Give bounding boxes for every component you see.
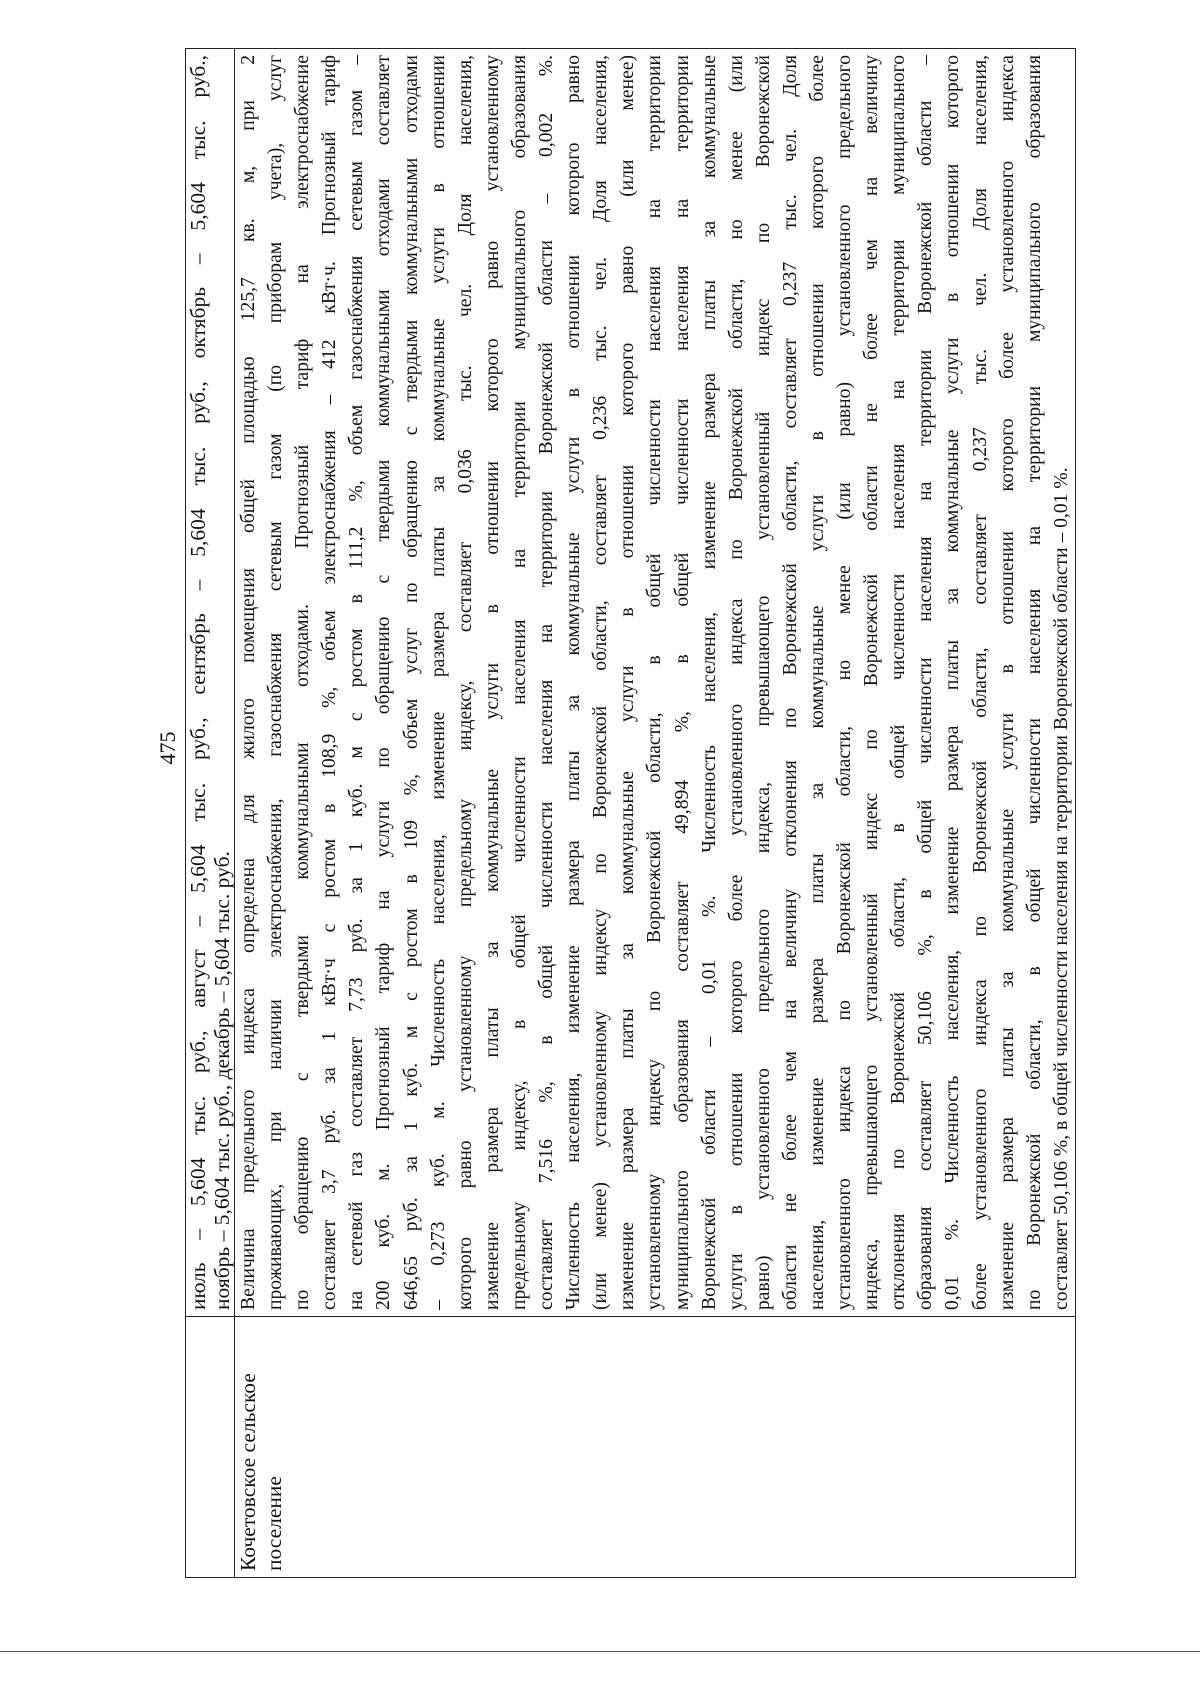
table-row-continuation [186,49,235,1578]
scan-edge-line [0,1651,1200,1652]
text-line: по обращению с твердыми коммунальными отходами. Прогнозный тариф на электроснабжение [292,55,314,1310]
text-line: июль – 5,604 тыс. руб., август – 5,604 тыс. руб., сентябрь – 5,604 тыс. руб., октябрь – 5,604 тыс. руб., [186,55,210,1310]
text-line: – 0,273 куб. м. Численность населения, изменение размера платы за коммунальные услуги в отношении [427,55,449,1310]
text-line: предельному индексу, в общей численности населения на территории муниципального образования [508,55,530,1310]
text-line: составляет 50,106 %, в общей численности населения на территории Воронежской области – 0,01 %. [1050,467,1072,1310]
text-line: области не более чем на величину отклонения по Воронежской области, составляет 0,237 тыс. чел. Доля [779,55,801,1310]
text-line: ноябрь – 5,604 тыс. руб., декабрь – 5,604 тыс. руб. [210,851,234,1310]
text-line: (или менее) установленному индексу по Воронежской области, составляет 0,236 тыс. чел. Доля населения, [590,55,612,1310]
text-line: по Воронежской области, в общей численности населения на территории муниципального образования [1023,55,1045,1310]
text-line: изменение размера платы за коммунальные услуги в отношении которого более установленного индекса [996,55,1018,1310]
text-line: составляет 3,7 руб. за 1 кВт·ч с ростом в 108,9 %, объем электроснабжения – 412 кВт·ч. Прогнозный тариф [319,55,341,1310]
text-line: Воронежской области – 0,01 %. Численность населения, изменение размера платы за коммунальные [698,55,720,1310]
rotated-page [135,0,1095,1578]
text-line: проживающих, при наличии электроснабжения, газоснабжения сетевым газом (по приборам учета), услуг [265,55,287,1310]
text-line: образования составляет 50,106 %, в общей численности населения на территории Воронежской области – [915,55,937,1310]
text-line: более установленного индекса по Воронежской области, составляет 0,237 тыс. чел. Доля населения, [969,55,991,1310]
text-line: 0,01 %. Численность населения, изменение размера платы за коммунальные услуги в отношении которого [942,55,964,1310]
empty-settlement-cell [186,1317,235,1578]
text-line: на сетевой газ составляет 7,73 руб. за 1 куб. м с ростом в 111,2 %, объем газоснабжения сетевым газом – [346,55,368,1310]
continuation-cell [186,49,235,1317]
text-line: которого равно установленному предельному индексу, составляет 0,036 тыс. чел. Доля населения, [454,55,476,1310]
settlement-name: Кочетовское сельское поселение [235,1317,1076,1578]
text-line: Величина предельного индекса определена для жилого помещения общей площадью 125,7 кв. м, при 2 [238,55,259,1310]
text-line: населения, изменение размера платы за коммунальные услуги в отношении которого более [806,55,828,1310]
text-line: 200 куб. м. Прогнозный тариф на услуги по обращению с твердыми коммунальными отходами составляет [373,55,395,1310]
text-line: составляет 7,516 %, в общей численности населения на территории Воронежской области – 0,002 %. [536,55,558,1310]
text-line: равно) установленного предельного индекса, превышающего установленный индекс по Воронежской [752,55,774,1310]
text-line: 646,65 руб. за 1 куб. м с ростом в 109 %, объем услуг по обращению с твердыми коммунальными отходами [400,55,422,1310]
text-line: установленному индексу по Воронежской области, в общей численности населения на территории [644,55,666,1310]
text-line: изменение размера платы за коммунальные услуги в отношении которого равно (или менее) [617,55,639,1310]
tariff-table [185,48,1076,1578]
description-cell [235,49,1076,1317]
text-line: отклонения по Воронежской области, в общей численности населения на территории муниципального [888,55,910,1310]
text-line: установленного индекса по Воронежской области, но менее (или равно) установленного предельного [834,55,856,1310]
text-line: услуги в отношении которого более установленного индекса по Воронежской области, но менее (или [725,55,747,1310]
text-line: изменение размера платы за коммунальные услуги в отношении которого равно установленному [481,55,503,1310]
page-number: 475 [155,731,180,765]
table-row [235,49,1076,1578]
text-line: муниципального образования составляет 49,894 %, в общей численности населения на территории [671,55,693,1310]
text-line: индекса, превышающего установленный индекс по Воронежской области не более чем на величину [861,55,883,1310]
text-line: Численность населения, изменение размера платы за коммунальные услуги в отношении которого равно [563,55,585,1310]
